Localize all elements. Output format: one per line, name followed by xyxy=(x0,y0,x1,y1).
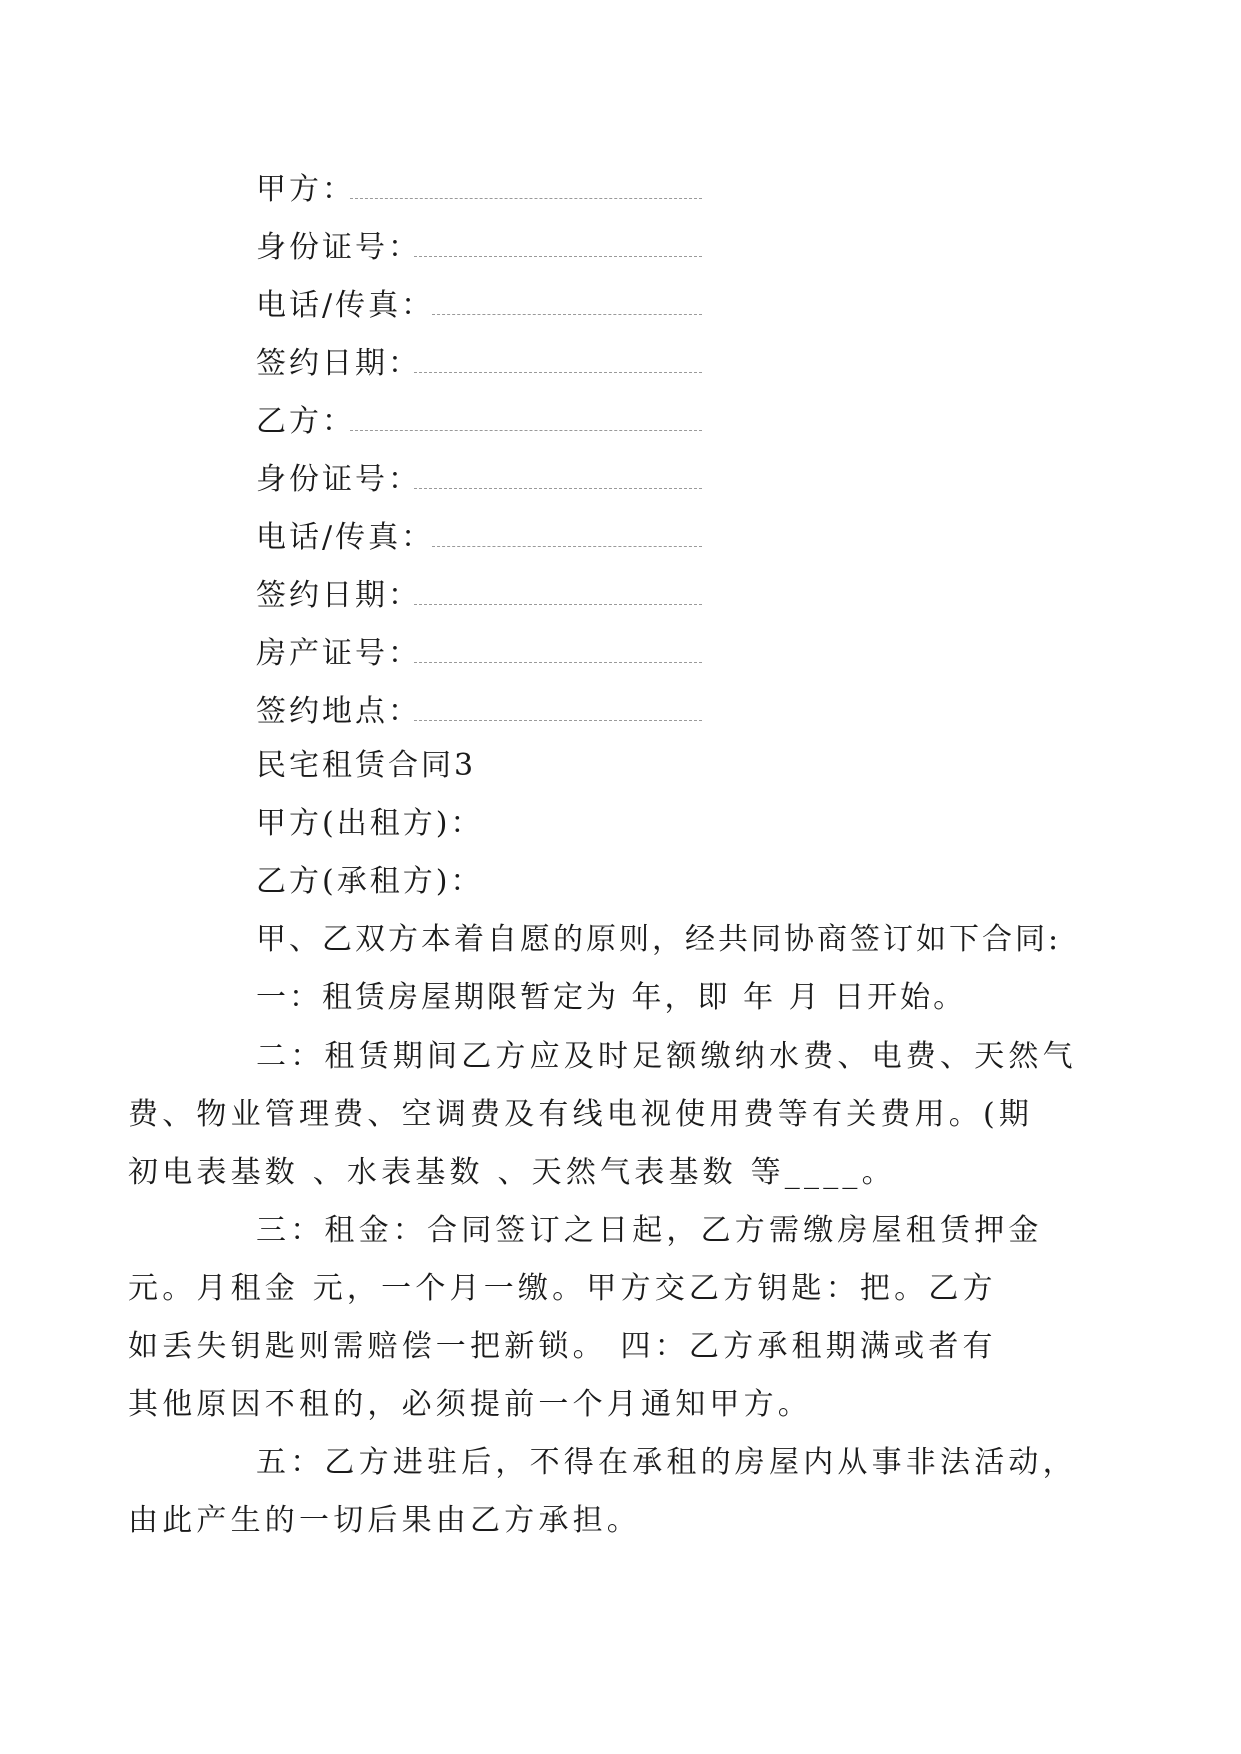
field-label: 甲方： xyxy=(256,172,355,207)
blank-line xyxy=(414,720,702,721)
field-label: 身份证号： xyxy=(256,230,421,265)
clause-line: 如丢失钥匙则需赔偿一把新锁。 四：乙方承租期满或者有 xyxy=(128,1329,997,1364)
party-a-id-field xyxy=(256,224,421,264)
clause-line: 二：租赁期间乙方应及时足额缴纳水费、电费、天然气 xyxy=(256,1039,1077,1074)
clause-2 xyxy=(128,1028,1077,1202)
party-b-id-field xyxy=(256,456,421,496)
party-a-name-field xyxy=(256,166,355,206)
blank-line xyxy=(414,488,702,489)
blank-line xyxy=(432,314,702,315)
clause-line: 元。月租金 元，一个月一缴。甲方交乙方钥匙：把。乙方 xyxy=(128,1271,997,1306)
clause-line: 由此产生的一切后果由乙方承担。 xyxy=(128,1503,641,1538)
clause-line: 初电表基数 、水表基数 、天然气表基数 等____。 xyxy=(128,1155,896,1190)
field-label: 电话/传真： xyxy=(256,520,435,555)
clause-line: 费、物业管理费、空调费及有线电视使用费等有关费用。(期 xyxy=(128,1097,1034,1132)
party-a-date-field xyxy=(256,340,421,380)
lessee-label: 乙方(承租方)： xyxy=(256,864,484,899)
clause-3 xyxy=(128,1202,1052,1434)
blank-line xyxy=(350,198,702,199)
field-label: 签约日期： xyxy=(256,346,421,381)
lessor-label: 甲方(出租方)： xyxy=(256,806,484,841)
clause-1: 一：租赁房屋期限暂定为 年，即 年 月 日开始。 xyxy=(256,980,967,1015)
party-b-name-field xyxy=(256,398,355,438)
signing-place-field xyxy=(256,688,421,728)
clause-line: 三：租金：合同签订之日起，乙方需缴房屋租赁押金 xyxy=(256,1213,1043,1248)
field-label: 电话/传真： xyxy=(256,288,435,323)
party-b-phone-field xyxy=(256,514,434,554)
field-label: 乙方： xyxy=(256,404,355,439)
clause-line: 五：乙方进驻后，不得在承租的房屋内从事非法活动， xyxy=(256,1445,1077,1480)
contract-title: 民宅租赁合同3 xyxy=(256,748,477,783)
party-a-phone-field xyxy=(256,282,434,322)
field-label: 签约日期： xyxy=(256,578,421,613)
blank-line xyxy=(432,546,702,547)
blank-line xyxy=(414,256,702,257)
blank-line xyxy=(414,604,702,605)
intro-paragraph: 甲、乙双方本着自愿的原则，经共同协商签订如下合同: xyxy=(256,922,1062,957)
field-label: 身份证号： xyxy=(256,462,421,497)
blank-line xyxy=(414,372,702,373)
clause-5 xyxy=(128,1434,1077,1550)
property-cert-field xyxy=(256,630,421,670)
blank-line xyxy=(350,430,702,431)
field-label: 签约地点： xyxy=(256,694,421,729)
party-b-date-field xyxy=(256,572,421,612)
field-label: 房产证号： xyxy=(256,636,421,671)
blank-line xyxy=(414,662,702,663)
clause-line: 其他原因不租的，必须提前一个月通知甲方。 xyxy=(128,1387,812,1422)
